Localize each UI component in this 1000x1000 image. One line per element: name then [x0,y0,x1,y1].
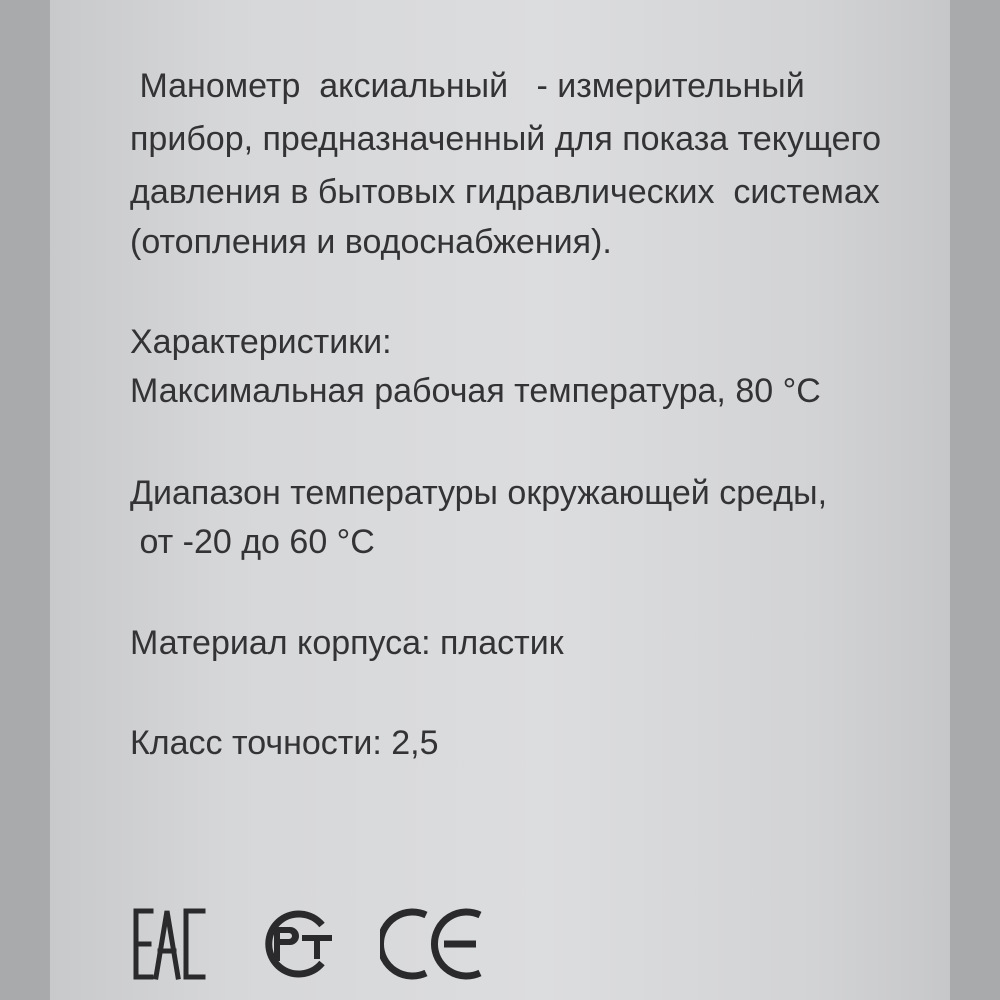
ambient-range-line-2: от -20 до 60 °C [130,523,375,561]
description-line-2: прибор, предназначенный для показа текущего [130,120,882,158]
description-line-1: Манометр аксиальный - измерительный [130,67,805,105]
description-line-4: (отопления и водоснабжения). [130,223,612,261]
ambient-range-line-1: Диапазон температуры окружающей среды, [130,474,828,512]
housing-material: Материал корпуса: пластик [130,624,564,662]
eac-mark-icon [132,905,210,983]
pct-mark-icon [250,905,340,983]
accuracy-class: Класс точности: 2,5 [130,724,439,762]
description-line-3: давления в бытовых гидравлических системах [130,173,880,211]
characteristics-heading: Характеристики: [130,323,392,361]
label-sheet [50,0,950,1000]
max-temperature: Максимальная рабочая температура, 80 °C [130,372,821,410]
ce-mark-icon [380,905,490,983]
